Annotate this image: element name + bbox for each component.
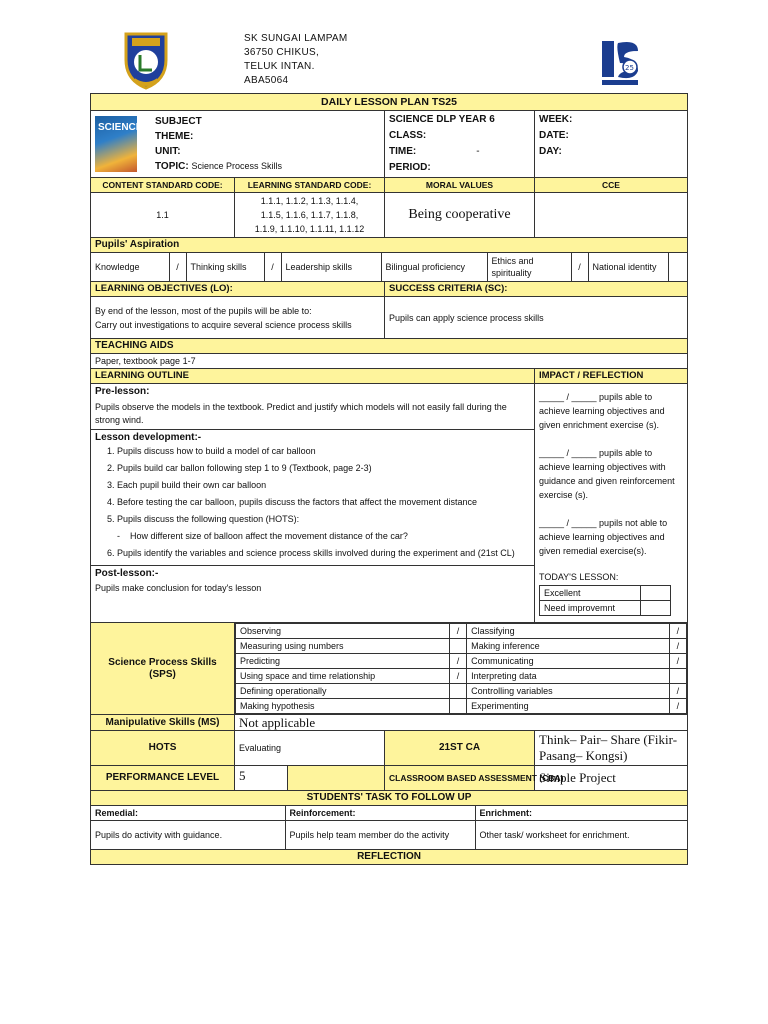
school-name: SK SUNGAI LAMPAM — [244, 33, 348, 44]
moral-values-label: MORAL VALUES — [385, 178, 535, 193]
sps-mark: / — [669, 624, 686, 639]
sc-label: SUCCESS CRITERIA (SC): — [385, 282, 688, 297]
pre-lesson-label: Pre-lesson: — [95, 386, 150, 397]
svg-text:25: 25 — [625, 64, 634, 72]
aspiration-thinking: Thinking skills — [186, 253, 264, 281]
todays-lesson-table — [539, 585, 671, 616]
sps-mark — [449, 699, 466, 714]
sps-skill: Making hypothesis — [236, 699, 450, 714]
performance-level-label: PERFORMANCE LEVEL — [91, 766, 235, 791]
textbook-cover-title: SCIENCE — [98, 122, 143, 133]
aspiration-bilingual: Bilingual proficiency — [381, 253, 487, 281]
hots-question: How different size of balloon affect the movement distance of the car? — [130, 531, 408, 541]
subject-block — [91, 111, 385, 178]
lo-intro: By end of the lesson, most of the pupils will be able to: — [95, 305, 312, 316]
learning-standard-line: 1.1.9, 1.1.10, 1.1.11, 1.1.12 — [254, 224, 365, 234]
aspiration-knowledge: Knowledge — [91, 253, 169, 281]
aspiration-knowledge-mark: / — [169, 253, 186, 281]
unit-label: UNIT: — [155, 146, 181, 157]
sps-skill: Experimenting — [467, 699, 670, 714]
impact-enrichment: _____ / _____ pupils able to achieve learning objectives and given enrichment exercise (s). — [539, 392, 665, 430]
sps-skill: Predicting — [236, 654, 450, 669]
teaching-aids-label: TEACHING AIDS — [91, 339, 688, 354]
list-item: 1. Pupils discuss how to build a model of car balloon — [117, 444, 530, 459]
follow-up-label: STUDENTS' TASK TO FOLLOW UP — [91, 791, 688, 806]
content-standard-value: 1.1 — [91, 193, 235, 238]
topic-row — [155, 159, 380, 174]
list-item-text: Pupils discuss the following question (HOTS): — [117, 514, 300, 524]
follow-up-grid — [91, 806, 688, 850]
impact-reinforcement: _____ / _____ pupils able to achieve learning objectives with guidance and given reinforcement exercise (s). — [539, 448, 675, 500]
list-item — [117, 512, 530, 544]
learning-standard-label: LEARNING STANDARD CODE: — [235, 178, 385, 193]
enrichment-text: Other task/ worksheet for enrichment. — [475, 821, 688, 849]
sc-text: Pupils can apply science process skills — [385, 297, 688, 339]
lesson-development-list — [95, 444, 530, 561]
week-label: WEEK: — [539, 114, 573, 125]
subject-label: SUBJECT — [155, 116, 202, 127]
date-label: DATE: — [539, 130, 569, 141]
cce-value — [535, 193, 688, 238]
sps-skill: Using space and time relationship — [236, 669, 450, 684]
sps-skill: Defining operationally — [236, 684, 450, 699]
remedial-text: Pupils do activity with guidance. — [91, 821, 285, 849]
sps-mark — [449, 639, 466, 654]
hots-label: HOTS — [91, 731, 235, 766]
cba-value: Simple Project — [535, 766, 688, 791]
lesson-development — [91, 430, 534, 566]
learning-standard-line: 1.1.1, 1.1.2, 1.1.3, 1.1.4, — [260, 196, 359, 206]
week-block — [535, 111, 688, 178]
teaching-aids-value: Paper, textbook page 1-7 — [91, 354, 688, 369]
sps-skill: Making inference — [467, 639, 670, 654]
sps-skill: Measuring using numbers — [236, 639, 450, 654]
reflection-label: REFLECTION — [91, 849, 688, 864]
topic-value: Science Process Skills — [191, 161, 283, 171]
aspiration-national: National identity — [588, 253, 668, 281]
performance-cba — [235, 766, 385, 791]
impact-reflection-body — [535, 384, 688, 623]
textbook-cover — [91, 113, 151, 175]
learning-standard-line: 1.1.5, 1.1.6, 1.1.7, 1.1.8, — [260, 210, 359, 220]
sps-mark — [449, 684, 466, 699]
sps-skill: Observing — [236, 624, 450, 639]
day-label: DAY: — [539, 146, 562, 157]
aspiration-thinking-mark: / — [264, 253, 281, 281]
21st-ca-label: 21ST CA — [385, 731, 535, 766]
sps-mark: / — [669, 639, 686, 654]
period-label: PERIOD: — [389, 162, 431, 173]
aspiration-row — [91, 253, 688, 282]
impact-remedial: _____ / _____ pupils not able to achieve learning objectives and given remedial exercise(s). — [539, 518, 668, 556]
excellent-mark[interactable] — [641, 586, 671, 601]
post-lesson-label: Post-lesson:- — [95, 568, 159, 579]
sps-mark: / — [449, 669, 466, 684]
subject-value: SCIENCE DLP YEAR 6 — [389, 114, 495, 125]
sps-skill: Interpreting data — [467, 669, 670, 684]
page-title: DAILY LESSON PLAN TS25 — [91, 94, 688, 111]
school-logo — [120, 30, 172, 92]
cce-label: CCE — [535, 178, 688, 193]
aspiration-national-mark — [668, 253, 688, 281]
excellent-option: Excellent — [540, 586, 641, 601]
need-improvement-option: Need improvemnt — [540, 601, 641, 616]
sps-skill: Classifying — [467, 624, 670, 639]
ts25-logo — [594, 33, 644, 89]
sub-item: - How different size of balloon affect the movement distance of the car? — [117, 531, 408, 541]
lesson-development-label: Lesson development:- — [95, 432, 202, 443]
list-item: 3. Each pupil build their own car balloon — [117, 478, 530, 493]
post-lesson-text: Pupils make conclusion for today's lesson — [95, 583, 262, 593]
reinforcement-text: Pupils help team member do the activity — [285, 821, 475, 849]
remedial-label: Remedial: — [91, 806, 285, 821]
class-block — [385, 111, 535, 178]
sps-grid — [235, 623, 688, 715]
pre-lesson-text: Pupils observe the models in the textbook. Predict and justify which models will not easily fall during the strong wind. — [95, 402, 507, 425]
todays-lesson-label: TODAY'S LESSON: — [539, 572, 619, 582]
lo-label: LEARNING OBJECTIVES (LO): — [91, 282, 385, 297]
learning-outline-label: LEARNING OUTLINE — [91, 369, 535, 384]
sps-mark — [669, 669, 686, 684]
lesson-plan-table — [90, 93, 688, 865]
impact-label: IMPACT / REFLECTION — [535, 369, 688, 384]
list-item: 4. Before testing the car balloon, pupils discuss the factors that affect the movement distance — [117, 495, 530, 510]
school-code: ABA5064 — [244, 75, 289, 86]
ms-label: Manipulative Skills (MS) — [91, 715, 235, 731]
lo-objective: Carry out investigations to acquire several science process skills — [95, 319, 352, 330]
reinforcement-label: Reinforcement: — [285, 806, 475, 821]
list-item: 2. Pupils build car ballon following step 1 to 9 (Textbook, page 2-3) — [117, 461, 530, 476]
enrichment-label: Enrichment: — [475, 806, 688, 821]
learning-outline-body — [91, 384, 535, 623]
sps-skill: Communicating — [467, 654, 670, 669]
aspiration-leadership: Leadership skills — [281, 253, 381, 281]
need-improvement-mark[interactable] — [641, 601, 671, 616]
post-lesson — [91, 566, 534, 596]
school-postcode: 36750 CHIKUS, — [244, 47, 320, 58]
performance-level-value: 5 — [235, 766, 288, 790]
topic-label: TOPIC: — [155, 161, 189, 172]
ms-value: Not applicable — [235, 715, 688, 731]
lo-text — [91, 297, 385, 339]
school-town: TELUK INTAN. — [244, 61, 315, 72]
aspiration-label: Pupils' Aspiration — [91, 238, 688, 253]
list-item: 6. Pupils identify the variables and science process skills involved during the experiment and (21st CL) — [117, 546, 530, 561]
21st-ca-value: Think– Pair– Share (Fikir-Pasang– Kongsi) — [535, 731, 688, 766]
sps-mark: / — [669, 699, 686, 714]
sps-label: Science Process Skills (SPS) — [91, 623, 235, 715]
aspiration-ethics-mark: / — [571, 253, 588, 281]
cba-label-cell — [288, 766, 384, 790]
sps-mark: / — [669, 684, 686, 699]
learning-standard-value — [235, 193, 385, 238]
pre-lesson — [91, 384, 534, 430]
sps-mark: / — [669, 654, 686, 669]
aspiration-ethics: Ethics and spirituality — [487, 253, 571, 281]
class-label: CLASS: — [389, 130, 427, 141]
hots-value: Evaluating — [235, 731, 385, 766]
time-value: - — [476, 146, 480, 157]
time-label: TIME: — [389, 146, 417, 157]
moral-values-value: Being cooperative — [385, 193, 535, 238]
sps-mark: / — [449, 624, 466, 639]
sps-mark: / — [449, 654, 466, 669]
sps-skill: Controlling variables — [467, 684, 670, 699]
cba-label: CLASSROOM BASED ASSESSMENT (CBA) — [385, 766, 535, 791]
school-address — [244, 32, 348, 88]
content-standard-label: CONTENT STANDARD CODE: — [91, 178, 235, 193]
theme-label: THEME: — [155, 131, 194, 142]
